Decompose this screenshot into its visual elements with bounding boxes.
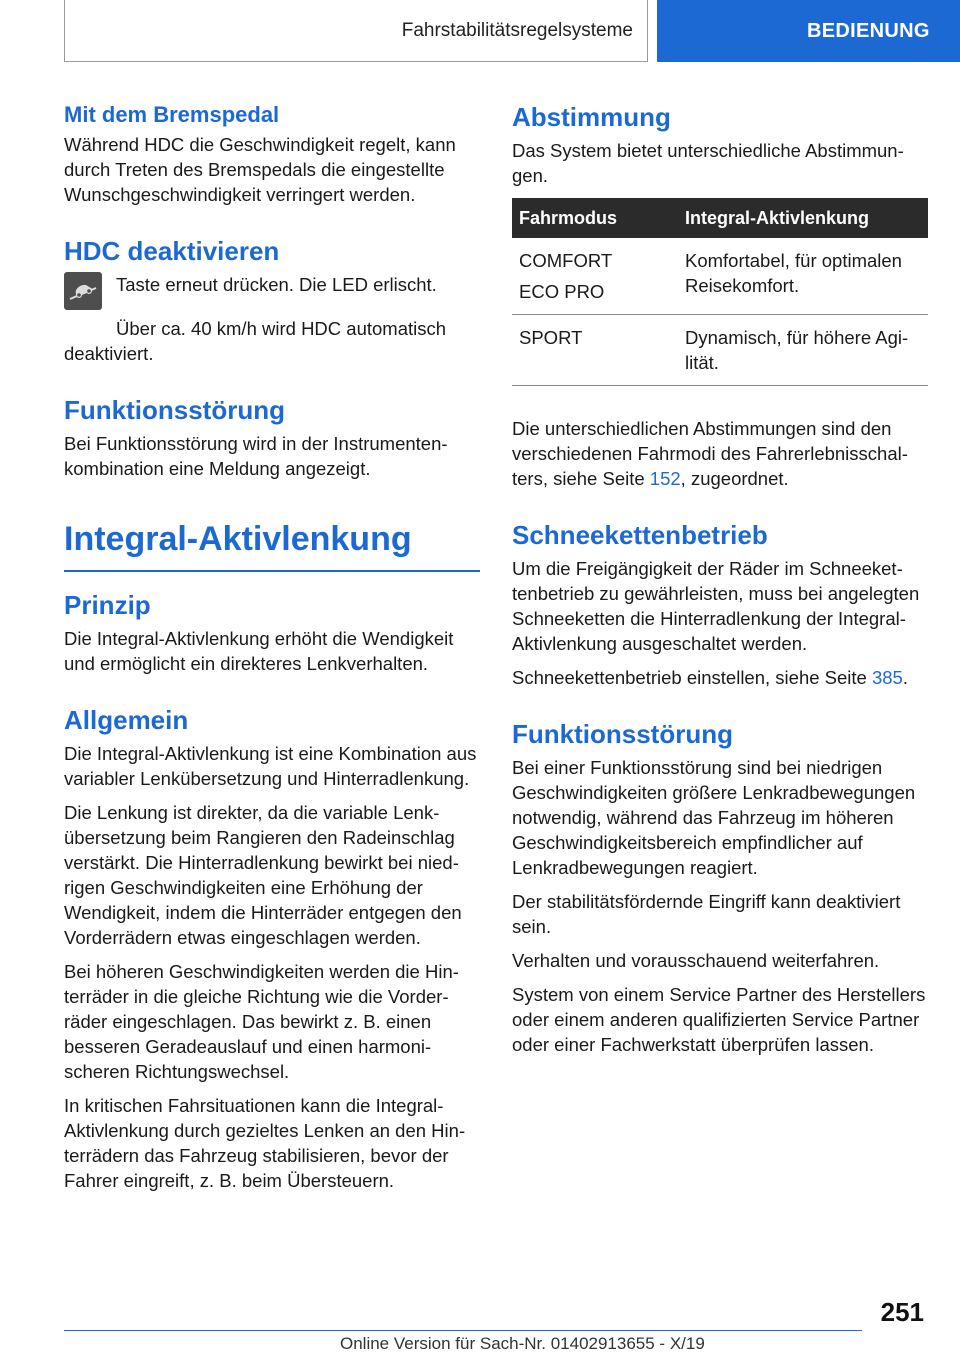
text-abstimmung: Das System bietet unterschiedliche Abstimmungen. (512, 140, 904, 186)
heading-funktionsstoerung-lenkung: Funktionsstörung (512, 719, 733, 749)
text-funktionsstoerung-hdc: Bei Funktionsstörung wird in der Instrumentenkombination eine Meldung angezeigt. (64, 433, 448, 479)
heading-hdc-deaktivieren: HDC deaktivieren (64, 236, 280, 266)
heading-bremspedal: Mit dem Bremspedal (64, 102, 280, 127)
table-row (512, 315, 928, 386)
text-allgemein-1: Die Integral-Aktivlenkung ist eine Kombination aus variabler Lenkübersetzung und Hinterradlenkung. (64, 743, 477, 789)
text-hdc-auto: Über ca. 40 km/h wird HDC automatisch deaktiviert. (64, 318, 447, 364)
heading-prinzip: Prinzip (64, 590, 151, 620)
text-schnee: Um die Freigängigkeit der Räder im Schneekettenbetrieb zu gewährleisten, muss bei angelegten Schneeketten die Hinterradlenkung der Integral-Aktivlenkung ausgeschaltet werden. (512, 558, 920, 654)
right-column (512, 100, 928, 1066)
table-cell-mode (512, 238, 678, 315)
heading-allgemein: Allgemein (64, 705, 189, 735)
text-stoerung-3: Verhalten und vorausschauend weiterfahren. (512, 950, 880, 971)
left-column (64, 100, 480, 1202)
header-section-title (64, 0, 648, 62)
text-allgemein-2: Die Lenkung ist direkter, da die variable Lenkübersetzung beim Rangieren den Radeinschlag verstärkt. Die Hinterradlenkung bewirkt bei niedrigen Geschwindigkeiten eine Erhöhung der Wendigkeit, indem die Hinterräder entgegen den Vorderrädern etwas eingeschlagen werden. (64, 802, 462, 948)
hdc-hill-descent-icon (64, 272, 102, 310)
text-stoerung-4: System von einem Service Partner des Herstellers oder einem anderen qualifizierten Service Partner oder einer Fachwerkstatt überprüfen lassen. (512, 984, 926, 1055)
text-allgemein-4: In kritischen Fahrsituationen kann die Integral-Aktivlenkung durch gezieltes Lenken an den Hinterrädern das Fahrzeug stabilisieren, bevor der Fahrer eingreift, z. B. beim Übersteuern. (64, 1095, 466, 1191)
text-schnee-einstellen-pre: Schneekettenbetrieb einstellen, siehe Seite (512, 667, 872, 688)
text-schnee-einstellen (512, 665, 928, 690)
header-chapter-tab[interactable] (657, 0, 960, 62)
footer-divider (64, 1330, 862, 1331)
heading-abstimmung: Abstimmung (512, 102, 671, 132)
text-hdc-taste: Taste erneut drücken. Die LED erlischt. (116, 274, 437, 295)
text-fahrmodi (512, 416, 928, 491)
chapter-label: BEDIENUNG (807, 19, 930, 42)
text-schnee-einstellen-post: . (902, 667, 908, 688)
section-title: Fahrstabilitätsregelsysteme (401, 19, 633, 41)
table-header-fahrmodus: Fahrmodus (512, 198, 678, 238)
text-stoerung-1: Bei einer Funktionsstörung sind bei niedrigen Geschwindigkeiten größere Lenkradbewegungen notwendig, während das Fahrzeug im höheren Geschwindigkeitsbereich empfindlicher auf Lenkradbewegungen reagiert. (512, 757, 916, 878)
mode-comfort: COMFORT (519, 250, 613, 271)
table-cell-desc: Komfortabel, für optimalen Reisekomfort. (678, 238, 928, 315)
table-row (512, 238, 928, 315)
table-cell-desc: Dynamisch, für höhere Agilität. (678, 315, 928, 386)
table-header-integral: Integral-Aktivlenkung (678, 198, 928, 238)
footer-online-version: Online Version für Sach-Nr. 01402913655 - X/19 (340, 1334, 705, 1353)
hdc-instruction (64, 272, 480, 310)
heading-integral-aktivlenkung: Integral-Aktivlenkung (64, 516, 480, 572)
mode-eco-pro: ECO PRO (519, 281, 605, 302)
text-fahrmodi-pre: Die unterschiedlichen Abstimmungen sind den verschiedenen Fahrmodi des Fahrerlebnisschalters, siehe Seite (512, 418, 908, 489)
link-page-152[interactable]: 152 (649, 468, 681, 489)
page-number: 251 (880, 1297, 924, 1327)
text-prinzip: Die Integral-Aktivlenkung erhöht die Wendigkeit und ermöglicht ein direkteres Lenkverhalten. (64, 628, 454, 674)
heading-funktionsstoerung-hdc: Funktionsstörung (64, 395, 285, 425)
text-bremspedal: Während HDC die Geschwindigkeit regelt, kann durch Treten des Bremspedals die eingestellte Wunschgeschwindigkeit verringert werden. (64, 134, 456, 205)
link-page-385[interactable]: 385 (871, 667, 903, 688)
text-fahrmodi-post: , zugeordnet. (680, 468, 789, 489)
text-allgemein-3: Bei höheren Geschwindigkeiten werden die Hinterräder in die gleiche Richtung wie die Vorderräder eingeschlagen. Das bewirkt z. B. einen besseren Geradeauslauf und einen harmonischeren Richtungswechsel. (64, 961, 459, 1082)
heading-schneekettenbetrieb: Schneekettenbetrieb (512, 520, 768, 550)
text-stoerung-2: Der stabilitätsfördernde Eingriff kann deaktiviert sein. (512, 891, 901, 937)
table-header-row (512, 198, 928, 238)
table-cell-mode: SPORT (512, 315, 678, 386)
fahrmodus-table (512, 198, 928, 386)
